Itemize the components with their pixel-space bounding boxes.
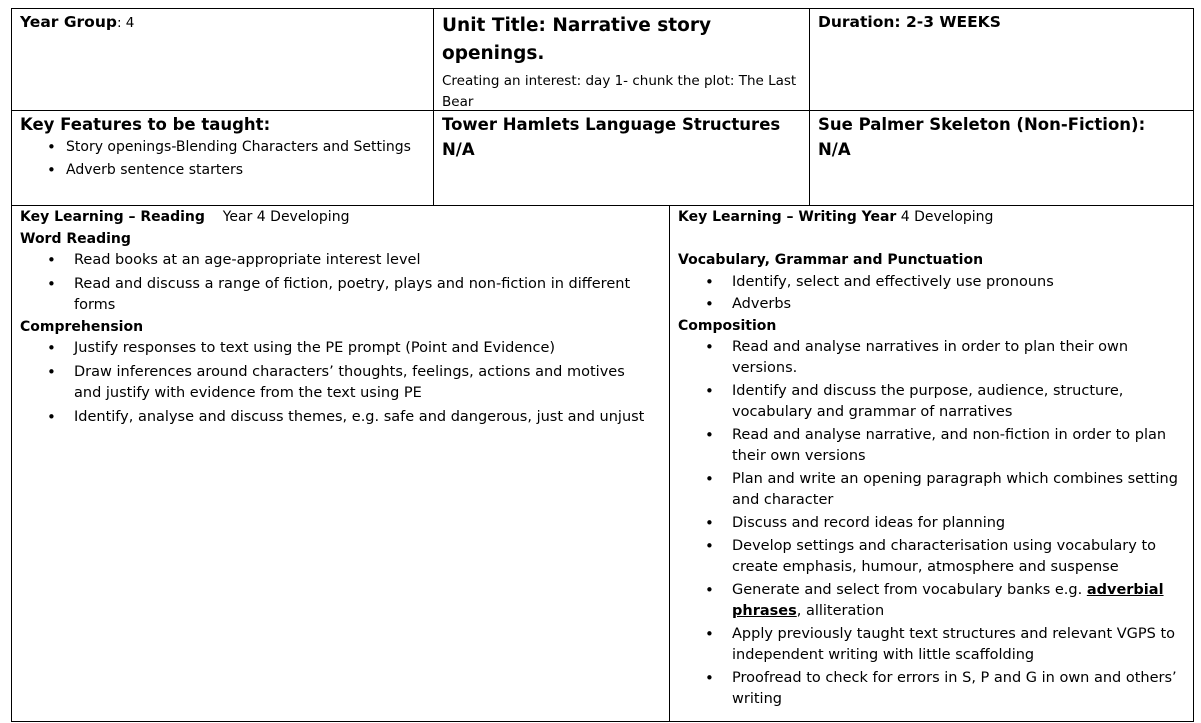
comprehension-list (20, 338, 661, 428)
word-reading-list (20, 250, 661, 316)
sue-palmer-value: N/A (818, 140, 851, 159)
year-group-label: Year Group (20, 13, 117, 31)
composition-list (678, 337, 1185, 710)
tower-hamlets-title: Tower Hamlets Language Structures (442, 115, 781, 134)
reading-level: Year 4 Developing (222, 209, 350, 225)
word-reading-title: Word Reading (20, 231, 131, 247)
list-item: • Identify and discuss the purpose, audience, structure, vocabulary and grammar of narratives (678, 381, 1185, 423)
list-item: • Read and analyse narrative, and non-fiction in order to plan their own versions (678, 425, 1185, 467)
year-group-cell (11, 8, 434, 111)
list-item: • Read books at an age-appropriate interest level (20, 250, 661, 271)
writing-level: 4 Developing (900, 209, 994, 225)
unit-title: Unit Title: Narrative story openings. (442, 15, 712, 64)
year-group-value: : 4 (116, 15, 135, 31)
generate-suffix: , alliteration (796, 603, 885, 619)
unit-title-cell (433, 8, 810, 111)
list-item: • Identify, select and effectively use pronouns (678, 271, 1185, 293)
duration: Duration: 2-3 WEEKS (818, 13, 1001, 31)
key-features-title: Key Features to be taught: (20, 115, 271, 134)
writing-title: Key Learning – Writing Year (678, 209, 897, 225)
composition-title: Composition (678, 318, 777, 334)
generate-prefix: Generate and select from vocabulary banks e.g. (732, 582, 1087, 598)
tower-hamlets-value: N/A (442, 140, 475, 159)
reading-cell (11, 205, 670, 722)
comprehension-title: Comprehension (20, 319, 144, 335)
adverbial-phrases-emphasis: adverbial phrases (732, 582, 1164, 619)
tower-hamlets-cell (433, 110, 810, 206)
list-item: • Apply previously taught text structures and relevant VGPS to independent writing with little scaffolding (678, 624, 1185, 666)
list-item: • Plan and write an opening paragraph which combines setting and character (678, 469, 1185, 511)
unit-subtitle: Creating an interest: day 1- chunk the plot: The Last Bear (442, 73, 797, 110)
vgp-list (678, 271, 1185, 315)
key-features-list (20, 137, 425, 181)
reading-title: Key Learning – Reading (20, 209, 205, 225)
duration-cell (809, 8, 1194, 111)
writing-cell (669, 205, 1194, 722)
list-item (678, 580, 1185, 622)
list-item: • Draw inferences around characters’ thoughts, feelings, actions and motives and justify with evidence from the text using PE (20, 362, 661, 404)
list-item: • Discuss and record ideas for planning (678, 513, 1185, 534)
list-item: • Story openings-Blending Characters and Settings (20, 137, 425, 158)
list-item: • Adverb sentence starters (20, 160, 425, 181)
sue-palmer-title: Sue Palmer Skeleton (Non-Fiction): (818, 115, 1146, 134)
list-item: • Develop settings and characterisation using vocabulary to create emphasis, humour, atmosphere and suspense (678, 536, 1185, 578)
list-item: • Read and discuss a range of fiction, poetry, plays and non-fiction in different forms (20, 274, 661, 316)
key-features-cell (11, 110, 434, 206)
list-item: • Identify, analyse and discuss themes, e.g. safe and dangerous, just and unjust (20, 407, 661, 428)
sue-palmer-cell (809, 110, 1194, 206)
vgp-title: Vocabulary, Grammar and Punctuation (678, 252, 984, 268)
list-item: • Proofread to check for errors in S, P and G in own and others’ writing (678, 668, 1185, 710)
list-item: • Read and analyse narratives in order to plan their own versions. (678, 337, 1185, 379)
list-item: • Justify responses to text using the PE prompt (Point and Evidence) (20, 338, 661, 359)
writing-heading (678, 206, 1185, 228)
reading-heading (20, 206, 661, 228)
list-item: • Adverbs (678, 293, 1185, 315)
